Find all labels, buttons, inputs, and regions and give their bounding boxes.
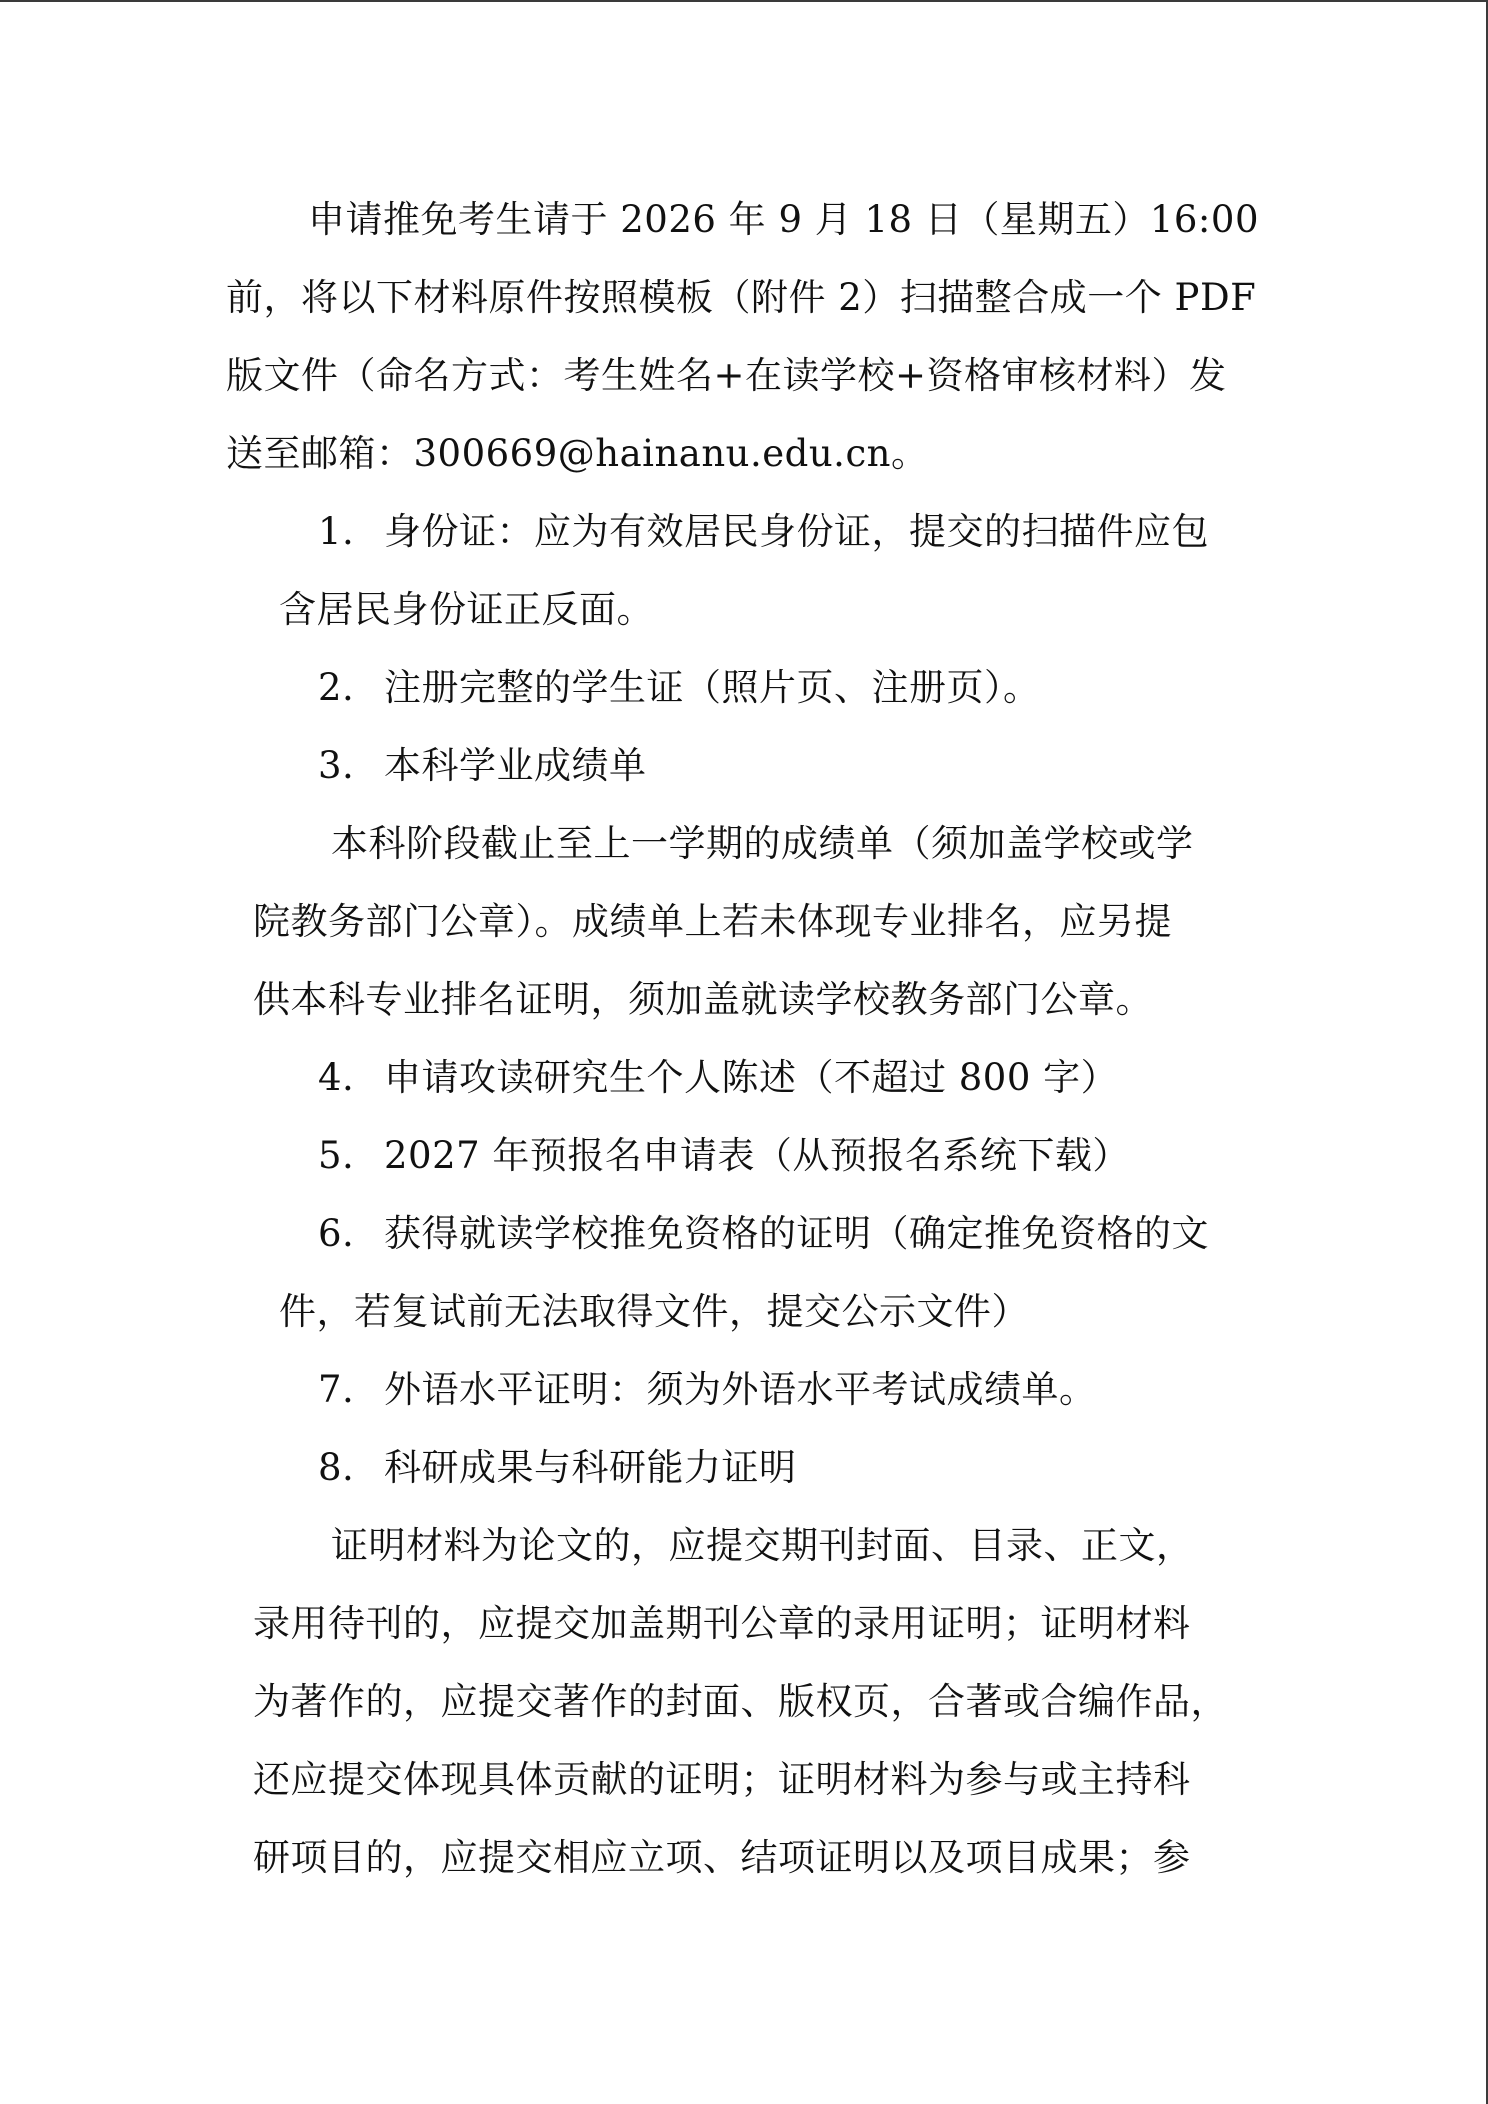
list-item-text: 本科学业成绩单 xyxy=(384,744,647,787)
list-item-number: 6. xyxy=(318,1212,355,1255)
intro-line-1: 申请推免考生请于 2026 年 9 月 18 日（星期五）16:00 xyxy=(308,198,1259,241)
item-8-detail-line-4: 还应提交体现具体贡献的证明；证明材料为参与或主持科 xyxy=(253,1758,1191,1801)
list-item-1-continuation: 含居民身份证正反面。 xyxy=(279,588,654,631)
list-item-text: 2027 年预报名申请表（从预报名系统下载） xyxy=(384,1134,1130,1177)
item-8-detail-line-3: 为著作的，应提交著作的封面、版权页，合著或合编作品， xyxy=(253,1680,1228,1723)
item-8-detail-line-1: 证明材料为论文的，应提交期刊封面、目录、正文， xyxy=(331,1524,1194,1567)
list-item-number: 3. xyxy=(318,744,355,787)
list-item-text: 获得就读学校推免资格的证明（确定推免资格的文 xyxy=(384,1212,1209,1255)
intro-line-4: 送至邮箱：300669@hainanu.edu.cn。 xyxy=(226,432,929,475)
list-item-4 xyxy=(318,1055,1118,1101)
list-item-2 xyxy=(318,665,1041,711)
item-3-detail-line-3: 供本科专业排名证明，须加盖就读学校教务部门公章。 xyxy=(253,978,1153,1021)
list-item-6-continuation: 件，若复试前无法取得文件，提交公示文件） xyxy=(279,1290,1029,1333)
list-item-number: 7. xyxy=(318,1368,355,1411)
list-item-text: 申请攻读研究生个人陈述（不超过 800 字） xyxy=(384,1056,1119,1099)
list-item-5 xyxy=(318,1133,1130,1179)
list-item-text: 注册完整的学生证（照片页、注册页）。 xyxy=(384,666,1041,709)
list-item-1 xyxy=(318,509,1209,555)
list-item-text: 科研成果与科研能力证明 xyxy=(384,1446,797,1489)
list-item-number: 8. xyxy=(318,1446,355,1489)
item-3-detail-line-1: 本科阶段截止至上一学期的成绩单（须加盖学校或学 xyxy=(331,822,1194,865)
item-3-detail-line-2: 院教务部门公章）。成绩单上若未体现专业排名，应另提 xyxy=(253,900,1172,943)
list-item-8 xyxy=(318,1445,797,1491)
list-item-text: 身份证：应为有效居民身份证，提交的扫描件应包 xyxy=(384,510,1209,553)
list-item-number: 2. xyxy=(318,666,355,709)
list-item-3 xyxy=(318,743,647,789)
list-item-text: 外语水平证明：须为外语水平考试成绩单。 xyxy=(384,1368,1097,1411)
item-8-detail-line-5: 研项目的，应提交相应立项、结项证明以及项目成果；参 xyxy=(253,1836,1191,1879)
intro-line-2: 前，将以下材料原件按照模板（附件 2）扫描整合成一个 PDF xyxy=(226,276,1257,319)
list-item-6 xyxy=(318,1211,1209,1257)
intro-line-3: 版文件（命名方式：考生姓名+在读学校+资格审核材料）发 xyxy=(226,354,1227,397)
list-item-number: 1. xyxy=(318,510,355,553)
item-8-detail-line-2: 录用待刊的，应提交加盖期刊公章的录用证明；证明材料 xyxy=(253,1602,1191,1645)
list-item-7 xyxy=(318,1367,1097,1413)
list-item-number: 5. xyxy=(318,1134,355,1177)
list-item-number: 4. xyxy=(318,1056,355,1099)
